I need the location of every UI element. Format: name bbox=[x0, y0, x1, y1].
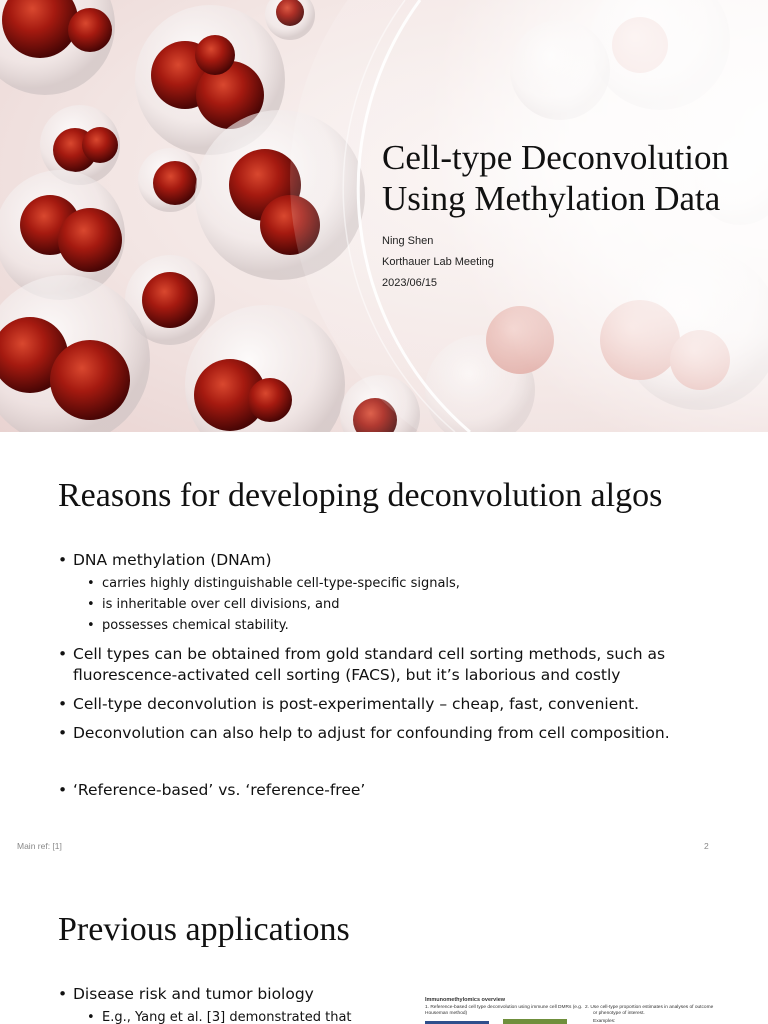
author-name: Ning Shen bbox=[382, 235, 434, 247]
figure-text: or phenotype of interest. bbox=[593, 1011, 645, 1016]
figure-thumbnail bbox=[395, 994, 740, 1024]
bullet-text: Disease risk and tumor biology bbox=[73, 985, 314, 1003]
bullet-text: DNA methylation (DNAm) bbox=[73, 551, 272, 569]
spacer bbox=[58, 752, 748, 780]
figure-bar bbox=[503, 1019, 567, 1024]
figure-heading: Immunomethylomics overview bbox=[425, 997, 506, 1003]
bullet-list bbox=[58, 550, 748, 809]
sub-bullet-item: • possesses chemical stability. bbox=[87, 615, 748, 636]
figure-text: Examples: bbox=[593, 1019, 616, 1024]
bullet-item bbox=[58, 550, 748, 636]
slide-reasons bbox=[0, 432, 768, 864]
bullet-item: • ‘Reference-based’ vs. ‘reference-free’ bbox=[58, 780, 748, 801]
slide-title: Reasons for developing deconvolution algos bbox=[58, 477, 663, 514]
footer-reference: Main ref: [1] bbox=[17, 841, 62, 851]
figure-text: 2. Use cell-type proportion estimates in analyses of outcome bbox=[585, 1005, 714, 1010]
sub-bullet-list bbox=[73, 1007, 352, 1024]
title-block bbox=[382, 137, 752, 294]
slide-previous-applications bbox=[0, 864, 768, 1024]
title-meta bbox=[382, 231, 752, 294]
bullet-item: • Cell types can be obtained from gold standard cell sorting methods, such as fluorescence-activated cell sorting (FACS), but it’s laborious and costly bbox=[58, 644, 748, 686]
sub-bullet-item: • E.g., Yang et al. [3] demonstrated that bbox=[87, 1007, 352, 1024]
presentation-title: Cell-type Deconvolution Using Methylation Data bbox=[382, 138, 730, 218]
bullet-list bbox=[58, 984, 352, 1024]
page-number: 2 bbox=[704, 841, 709, 851]
slide-title: Previous applications bbox=[58, 911, 350, 948]
figure-text: 1. Reference-based cell type deconvolution using immune cell DMRs (e.g. bbox=[425, 1005, 583, 1010]
figure-text: Houseman method) bbox=[425, 1011, 468, 1016]
title-slide bbox=[0, 0, 768, 432]
bullet-item bbox=[58, 984, 352, 1024]
sub-bullet-item: • carries highly distinguishable cell-type-specific signals, bbox=[87, 573, 748, 594]
bullet-item: • Deconvolution can also help to adjust for confounding from cell composition. bbox=[58, 723, 748, 744]
presentation-date: 2023/06/15 bbox=[382, 277, 438, 289]
sub-bullet-item: • is inheritable over cell divisions, and bbox=[87, 594, 748, 615]
bullet-item: • Cell-type deconvolution is post-experimentally – cheap, fast, convenient. bbox=[58, 694, 748, 715]
event-name: Korthauer Lab Meeting bbox=[382, 256, 494, 268]
sub-bullet-list bbox=[73, 573, 748, 636]
